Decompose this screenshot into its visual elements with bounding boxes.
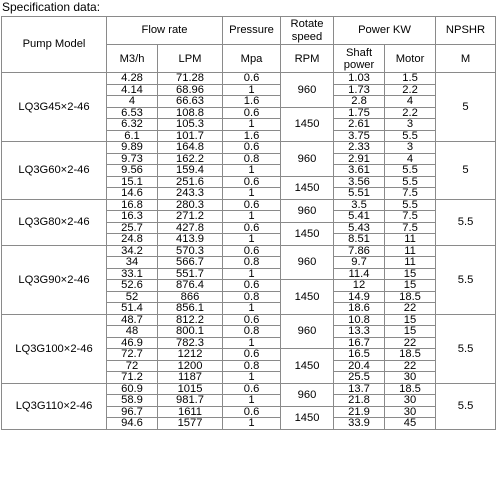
shaft-power-cell: 3.61 <box>334 165 385 177</box>
flow-lpm-cell: 1611 <box>158 406 223 418</box>
motor-power-cell: 2.2 <box>385 84 436 96</box>
shaft-power-cell: 5.43 <box>334 222 385 234</box>
header-npshr: NPSHR <box>436 17 496 45</box>
flow-lpm-cell: 271.2 <box>158 211 223 223</box>
flow-lpm-cell: 876.4 <box>158 280 223 292</box>
shaft-power-cell: 3.5 <box>334 199 385 211</box>
flow-m3h-cell: 52.6 <box>107 280 158 292</box>
flow-lpm-cell: 981.7 <box>158 395 223 407</box>
flow-lpm-cell: 413.9 <box>158 234 223 246</box>
pressure-cell: 1 <box>223 165 281 177</box>
pressure-cell: 0.6 <box>223 383 281 395</box>
flow-lpm-cell: 280.3 <box>158 199 223 211</box>
motor-power-cell: 15 <box>385 314 436 326</box>
rpm-cell: 960 <box>281 199 334 222</box>
flow-m3h-cell: 52 <box>107 291 158 303</box>
header-motor: Motor <box>385 45 436 73</box>
flow-lpm-cell: 551.7 <box>158 268 223 280</box>
flow-lpm-cell: 251.6 <box>158 176 223 188</box>
motor-power-cell: 18.5 <box>385 291 436 303</box>
pressure-cell: 0.6 <box>223 245 281 257</box>
header-m3h: M3/h <box>107 45 158 73</box>
npshr-cell: 5.5 <box>436 383 496 429</box>
header-power-kw: Power KW <box>334 17 436 45</box>
shaft-power-cell: 1.73 <box>334 84 385 96</box>
flow-m3h-cell: 72.7 <box>107 349 158 361</box>
flow-m3h-cell: 6.32 <box>107 119 158 131</box>
motor-power-cell: 18.5 <box>385 383 436 395</box>
motor-power-cell: 15 <box>385 326 436 338</box>
pump-model-cell: LQ3G110×2-46 <box>2 383 107 429</box>
table-row <box>2 199 496 211</box>
flow-lpm-cell: 570.3 <box>158 245 223 257</box>
spec-table <box>1 16 496 430</box>
flow-m3h-cell: 48 <box>107 326 158 338</box>
pressure-cell: 1 <box>223 119 281 131</box>
flow-lpm-cell: 1212 <box>158 349 223 361</box>
pressure-cell: 1 <box>223 211 281 223</box>
flow-lpm-cell: 812.2 <box>158 314 223 326</box>
table-row <box>2 314 496 326</box>
flow-lpm-cell: 101.7 <box>158 130 223 142</box>
shaft-power-cell: 16.7 <box>334 337 385 349</box>
flow-lpm-cell: 856.1 <box>158 303 223 315</box>
shaft-power-cell: 1.03 <box>334 73 385 85</box>
motor-power-cell: 45 <box>385 418 436 430</box>
pump-model-cell: LQ3G100×2-46 <box>2 314 107 383</box>
motor-power-cell: 30 <box>385 406 436 418</box>
flow-m3h-cell: 9.56 <box>107 165 158 177</box>
flow-m3h-cell: 33.1 <box>107 268 158 280</box>
rpm-cell: 960 <box>281 142 334 177</box>
pressure-cell: 0.8 <box>223 360 281 372</box>
flow-lpm-cell: 164.8 <box>158 142 223 154</box>
npshr-cell: 5 <box>436 73 496 142</box>
shaft-power-cell: 2.33 <box>334 142 385 154</box>
rpm-cell: 1450 <box>281 349 334 384</box>
npshr-cell: 5 <box>436 142 496 200</box>
shaft-power-cell: 9.7 <box>334 257 385 269</box>
shaft-power-cell: 10.8 <box>334 314 385 326</box>
flow-m3h-cell: 6.53 <box>107 107 158 119</box>
pressure-cell: 1 <box>223 418 281 430</box>
flow-lpm-cell: 243.3 <box>158 188 223 200</box>
motor-power-cell: 11 <box>385 234 436 246</box>
shaft-power-cell: 18.6 <box>334 303 385 315</box>
rpm-cell: 1450 <box>281 280 334 315</box>
pressure-cell: 1 <box>223 234 281 246</box>
header-mpa: Mpa <box>223 45 281 73</box>
motor-power-cell: 22 <box>385 337 436 349</box>
flow-m3h-cell: 94.6 <box>107 418 158 430</box>
npshr-cell: 5.5 <box>436 245 496 314</box>
flow-m3h-cell: 71.2 <box>107 372 158 384</box>
pressure-cell: 1 <box>223 188 281 200</box>
motor-power-cell: 5.5 <box>385 165 436 177</box>
header-pressure: Pressure <box>223 17 281 45</box>
motor-power-cell: 7.5 <box>385 211 436 223</box>
flow-m3h-cell: 60.9 <box>107 383 158 395</box>
motor-power-cell: 3 <box>385 119 436 131</box>
flow-lpm-cell: 71.28 <box>158 73 223 85</box>
flow-m3h-cell: 14.6 <box>107 188 158 200</box>
pressure-cell: 0.8 <box>223 153 281 165</box>
pressure-cell: 1.6 <box>223 96 281 108</box>
flow-lpm-cell: 427.8 <box>158 222 223 234</box>
pressure-cell: 1 <box>223 303 281 315</box>
shaft-power-cell: 2.8 <box>334 96 385 108</box>
flow-lpm-cell: 162.2 <box>158 153 223 165</box>
motor-power-cell: 5.5 <box>385 176 436 188</box>
flow-m3h-cell: 72 <box>107 360 158 372</box>
pump-model-cell: LQ3G45×2-46 <box>2 73 107 142</box>
flow-m3h-cell: 24.8 <box>107 234 158 246</box>
pressure-cell: 0.6 <box>223 314 281 326</box>
table-row <box>2 245 496 257</box>
shaft-power-cell: 21.8 <box>334 395 385 407</box>
pressure-cell: 0.6 <box>223 280 281 292</box>
shaft-power-cell: 13.7 <box>334 383 385 395</box>
header-rpm: RPM <box>281 45 334 73</box>
flow-lpm-cell: 1015 <box>158 383 223 395</box>
motor-power-cell: 3 <box>385 142 436 154</box>
motor-power-cell: 15 <box>385 280 436 292</box>
flow-lpm-cell: 782.3 <box>158 337 223 349</box>
shaft-power-cell: 1.75 <box>334 107 385 119</box>
pressure-cell: 1 <box>223 395 281 407</box>
pump-model-cell: LQ3G80×2-46 <box>2 199 107 245</box>
flow-lpm-cell: 66.63 <box>158 96 223 108</box>
table-row <box>2 73 496 85</box>
shaft-power-cell: 33.9 <box>334 418 385 430</box>
shaft-power-cell: 21.9 <box>334 406 385 418</box>
pressure-cell: 0.6 <box>223 176 281 188</box>
flow-m3h-cell: 34 <box>107 257 158 269</box>
flow-m3h-cell: 4 <box>107 96 158 108</box>
shaft-power-cell: 5.51 <box>334 188 385 200</box>
motor-power-cell: 1.5 <box>385 73 436 85</box>
pressure-cell: 1 <box>223 372 281 384</box>
flow-lpm-cell: 1577 <box>158 418 223 430</box>
rpm-cell: 960 <box>281 383 334 406</box>
pressure-cell: 1 <box>223 268 281 280</box>
rpm-cell: 1450 <box>281 222 334 245</box>
flow-m3h-cell: 16.8 <box>107 199 158 211</box>
shaft-power-cell: 13.3 <box>334 326 385 338</box>
pressure-cell: 0.6 <box>223 406 281 418</box>
header-shaft-power: Shaft power <box>334 45 385 73</box>
motor-power-cell: 11 <box>385 245 436 257</box>
shaft-power-cell: 11.4 <box>334 268 385 280</box>
rpm-cell: 1450 <box>281 406 334 429</box>
flow-m3h-cell: 25.7 <box>107 222 158 234</box>
flow-m3h-cell: 96.7 <box>107 406 158 418</box>
flow-m3h-cell: 15.1 <box>107 176 158 188</box>
flow-lpm-cell: 68.96 <box>158 84 223 96</box>
pressure-cell: 0.6 <box>223 73 281 85</box>
motor-power-cell: 11 <box>385 257 436 269</box>
flow-m3h-cell: 16.3 <box>107 211 158 223</box>
shaft-power-cell: 7.86 <box>334 245 385 257</box>
pressure-cell: 1 <box>223 337 281 349</box>
pump-model-cell: LQ3G90×2-46 <box>2 245 107 314</box>
table-row <box>2 142 496 154</box>
pressure-cell: 1.6 <box>223 130 281 142</box>
flow-lpm-cell: 159.4 <box>158 165 223 177</box>
motor-power-cell: 4 <box>385 153 436 165</box>
pressure-cell: 1 <box>223 84 281 96</box>
flow-m3h-cell: 48.7 <box>107 314 158 326</box>
motor-power-cell: 18.5 <box>385 349 436 361</box>
motor-power-cell: 30 <box>385 395 436 407</box>
motor-power-cell: 4 <box>385 96 436 108</box>
shaft-power-cell: 3.75 <box>334 130 385 142</box>
spec-title: Specification data: <box>2 0 101 14</box>
shaft-power-cell: 25.5 <box>334 372 385 384</box>
rpm-cell: 1450 <box>281 107 334 142</box>
flow-lpm-cell: 1200 <box>158 360 223 372</box>
shaft-power-cell: 12 <box>334 280 385 292</box>
motor-power-cell: 2.2 <box>385 107 436 119</box>
table-row <box>2 383 496 395</box>
pressure-cell: 0.8 <box>223 291 281 303</box>
rpm-cell: 960 <box>281 314 334 349</box>
header-rotate-speed: Rotate speed <box>281 17 334 45</box>
header-m: M <box>436 45 496 73</box>
shaft-power-cell: 3.56 <box>334 176 385 188</box>
flow-lpm-cell: 1187 <box>158 372 223 384</box>
npshr-cell: 5.5 <box>436 199 496 245</box>
flow-m3h-cell: 6.1 <box>107 130 158 142</box>
flow-m3h-cell: 34.2 <box>107 245 158 257</box>
motor-power-cell: 5.5 <box>385 199 436 211</box>
header-lpm: LPM <box>158 45 223 73</box>
header-pump-model: Pump Model <box>2 17 107 73</box>
pump-model-cell: LQ3G60×2-46 <box>2 142 107 200</box>
shaft-power-cell: 5.41 <box>334 211 385 223</box>
shaft-power-cell: 2.91 <box>334 153 385 165</box>
pressure-cell: 0.8 <box>223 326 281 338</box>
flow-m3h-cell: 9.73 <box>107 153 158 165</box>
flow-lpm-cell: 866 <box>158 291 223 303</box>
pressure-cell: 0.6 <box>223 222 281 234</box>
rpm-cell: 1450 <box>281 176 334 199</box>
pressure-cell: 0.8 <box>223 257 281 269</box>
shaft-power-cell: 16.5 <box>334 349 385 361</box>
shaft-power-cell: 2.61 <box>334 119 385 131</box>
motor-power-cell: 22 <box>385 360 436 372</box>
flow-m3h-cell: 4.14 <box>107 84 158 96</box>
header-flow-rate: Flow rate <box>107 17 223 45</box>
pressure-cell: 0.6 <box>223 142 281 154</box>
flow-m3h-cell: 46.9 <box>107 337 158 349</box>
flow-lpm-cell: 566.7 <box>158 257 223 269</box>
flow-lpm-cell: 800.1 <box>158 326 223 338</box>
motor-power-cell: 7.5 <box>385 222 436 234</box>
motor-power-cell: 30 <box>385 372 436 384</box>
flow-m3h-cell: 4.28 <box>107 73 158 85</box>
motor-power-cell: 15 <box>385 268 436 280</box>
flow-lpm-cell: 105.3 <box>158 119 223 131</box>
flow-lpm-cell: 108.8 <box>158 107 223 119</box>
rpm-cell: 960 <box>281 73 334 108</box>
motor-power-cell: 7.5 <box>385 188 436 200</box>
npshr-cell: 5.5 <box>436 314 496 383</box>
motor-power-cell: 5.5 <box>385 130 436 142</box>
shaft-power-cell: 14.9 <box>334 291 385 303</box>
flow-m3h-cell: 9.89 <box>107 142 158 154</box>
pressure-cell: 0.6 <box>223 199 281 211</box>
shaft-power-cell: 8.51 <box>334 234 385 246</box>
pressure-cell: 0.6 <box>223 349 281 361</box>
rpm-cell: 960 <box>281 245 334 280</box>
motor-power-cell: 22 <box>385 303 436 315</box>
flow-m3h-cell: 58.9 <box>107 395 158 407</box>
pressure-cell: 0.6 <box>223 107 281 119</box>
flow-m3h-cell: 51.4 <box>107 303 158 315</box>
shaft-power-cell: 20.4 <box>334 360 385 372</box>
